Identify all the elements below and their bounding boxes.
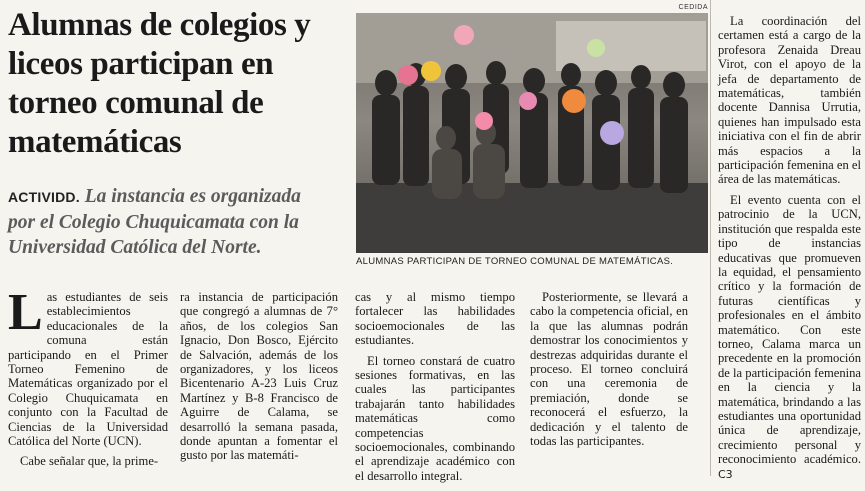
photo-credit: CEDIDA [678,4,708,11]
column-1 [8,284,168,475]
drop-cap: L [8,284,43,341]
headline: Alumnas de colegios y liceos participan en torneo comunal de matemáticas [8,7,311,160]
paragraph: Posteriormente, se llevará a cabo la competencia oficial, en la que las alumnas podrán demostrar los conocimientos y destrezas adquiridas durante el proceso. El torneo concluirá con una ceremonia de premiación, donde se reconocerá el esfuerzo, la dedicación y el talento de todas las participantes. [530,290,688,449]
photo-caption: ALUMNAS PARTICIPAN DE TORNEO COMUNAL DE MATEMÁTICAS. [356,256,674,267]
paragraph: La coordinación del certamen está a cargo de la profesora Zenaida Dreau Virot, con el apoyo de la jefa de departamento de matemáticas, también docente Dannisa Urrutia, quienes han impulsado esta iniciativa con el fin de abrir más espacios a la participación femenina en el área de las matemáticas. [718,14,862,187]
end-mark: C3 [718,467,733,481]
deck-text: La instancia es organizada por el Colegio Chuquicamata con la Universidad Católica del Norte. [8,186,301,258]
paragraph: ra instancia de participación que congregó a alumnas de 7° años, de los colegios San Ignacio, Don Bosco, Ejército de Salvación, además de los organizadores, y los liceos Bicentenario A-23 Luis Cruz Martínez y B-8 Francisco de Aguirre de Calama, se desarrolló la semana pasada, donde apuntan a fomentar el gusto por las matemáti- [180,290,338,463]
photo-block [356,4,708,270]
paragraph: Cabe señalar que, la prime- [20,454,159,469]
paragraph: Las estudiantes de seis establecimientos educacionales de la comuna están participando en el Primer Torneo Femenino de Matemáticas organizado por el Colegio Chuquicamata en conjunto con la Facultad de Ciencias de la Universidad Católica del Norte (UCN). [8,284,168,449]
deck [8,184,328,260]
column-3 [355,290,515,489]
group-photo [356,13,708,253]
column-rule [710,0,711,476]
paragraph: El evento cuenta con el patrocinio de la UCN, institución que respalda este tipo de instancias educativas que promueven la equidad, el pensamiento crítico y la formación de futuras científicas y profesionales en el ámbito matemático. Con este torneo, Calama marca un precedente en la promoción de la participación femenina en la ciencia y la matemática, brindando a las estudiantes una oportunidad única de aprendizaje, crecimiento personal y reconocimiento académico. C3 [718,192,862,481]
paragraph: El torneo constará de cuatro sesiones formativas, en las cuales las participantes trabajarán tanto habilidades matemáticas como competencias socioemocionales, combinando el aprendizaje académico con el desarrollo integral. [355,353,515,483]
column-4 [530,290,688,454]
kicker: ACTIVIDD. [8,189,80,205]
paragraph: cas y al mismo tiempo fortalecer las habilidades socioemocionales de las estudiantes. [355,290,515,348]
column-5 [718,14,861,488]
column-2 [180,290,338,469]
